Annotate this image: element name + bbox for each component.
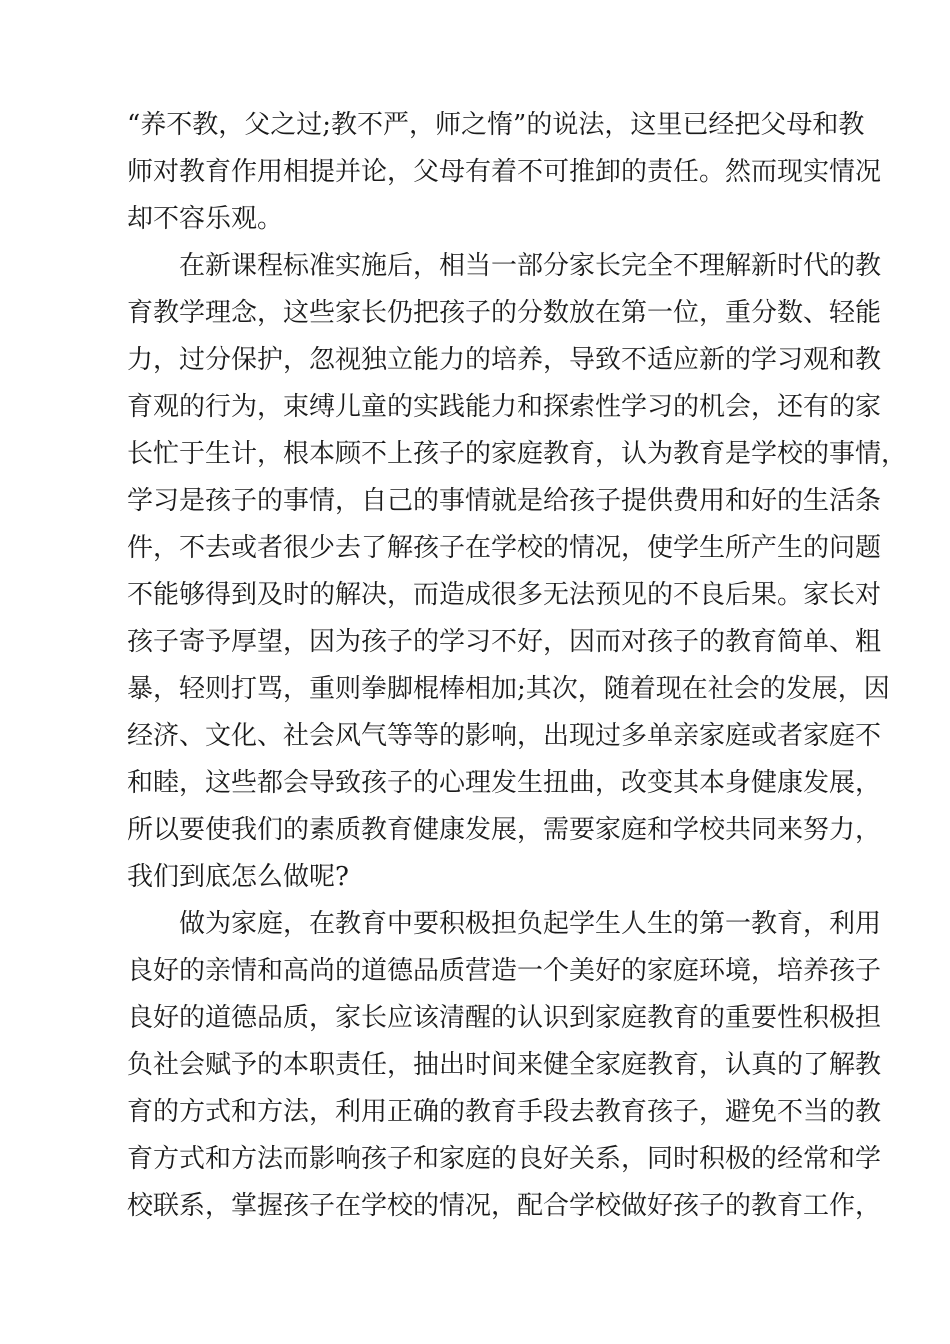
paragraph-2 [127, 243, 908, 901]
text-line: “养不教，父之过;教不严，师之惰”的说法，这里已经把父母和教 [127, 110, 865, 140]
text-line: 良好的道德品质，家长应该清醒的认识到家庭教育的重要性积极担 [127, 1003, 882, 1033]
text-line: 良好的亲情和高尚的道德品质营造一个美好的家庭环境，培养孩子 [127, 956, 882, 986]
text-line: 件，不去或者很少去了解孩子在学校的情况，使学生所产生的问题 [127, 533, 882, 563]
text-line: 却不容乐观。 [127, 204, 284, 234]
text-line: 负社会赋予的本职责任，抽出时间来健全家庭教育，认真的了解教 [127, 1050, 882, 1080]
text-line: 在新课程标准实施后，相当一部分家长完全不理解新时代的教 [179, 251, 882, 281]
text-line: 我们到底怎么做呢? [127, 862, 349, 892]
paragraph-1 [127, 102, 882, 243]
text-line: 长忙于生计，根本顾不上孩子的家庭教育，认为教育是学校的事情， [127, 439, 908, 469]
text-line: 暴，轻则打骂，重则拳脚棍棒相加;其次，随着现在社会的发展，因 [127, 674, 890, 704]
text-line: 力，过分保护，忽视独立能力的培养，导致不适应新的学习观和教 [127, 345, 882, 375]
text-line: 经济、文化、社会风气等等的影响，出现过多单亲家庭或者家庭不 [127, 721, 882, 751]
paragraph-3 [127, 901, 882, 1230]
text-line: 育的方式和方法，利用正确的教育手段去教育孩子，避免不当的教 [127, 1097, 882, 1127]
text-line: 育教学理念，这些家长仍把孩子的分数放在第一位，重分数、轻能 [127, 298, 882, 328]
text-line: 育观的行为，束缚儿童的实践能力和探索性学习的机会，还有的家 [127, 392, 882, 422]
text-line: 不能够得到及时的解决，而造成很多无法预见的不良后果。家长对 [127, 580, 882, 610]
text-line: 学习是孩子的事情，自己的事情就是给孩子提供费用和好的生活条 [127, 486, 882, 516]
body-text [127, 102, 908, 1230]
text-line: 做为家庭，在教育中要积极担负起学生人生的第一教育，利用 [179, 909, 882, 939]
text-line: 所以要使我们的素质教育健康发展，需要家庭和学校共同来努力， [127, 815, 882, 845]
text-line: 校联系，掌握孩子在学校的情况，配合学校做好孩子的教育工作， [127, 1191, 882, 1221]
text-line: 师对教育作用相提并论，父母有着不可推卸的责任。然而现实情况 [127, 157, 882, 187]
text-line: 育方式和方法而影响孩子和家庭的良好关系，同时积极的经常和学 [127, 1144, 882, 1174]
text-line: 和睦，这些都会导致孩子的心理发生扭曲，改变其本身健康发展， [127, 768, 882, 798]
text-line: 孩子寄予厚望，因为孩子的学习不好，因而对孩子的教育简单、粗 [127, 627, 882, 657]
